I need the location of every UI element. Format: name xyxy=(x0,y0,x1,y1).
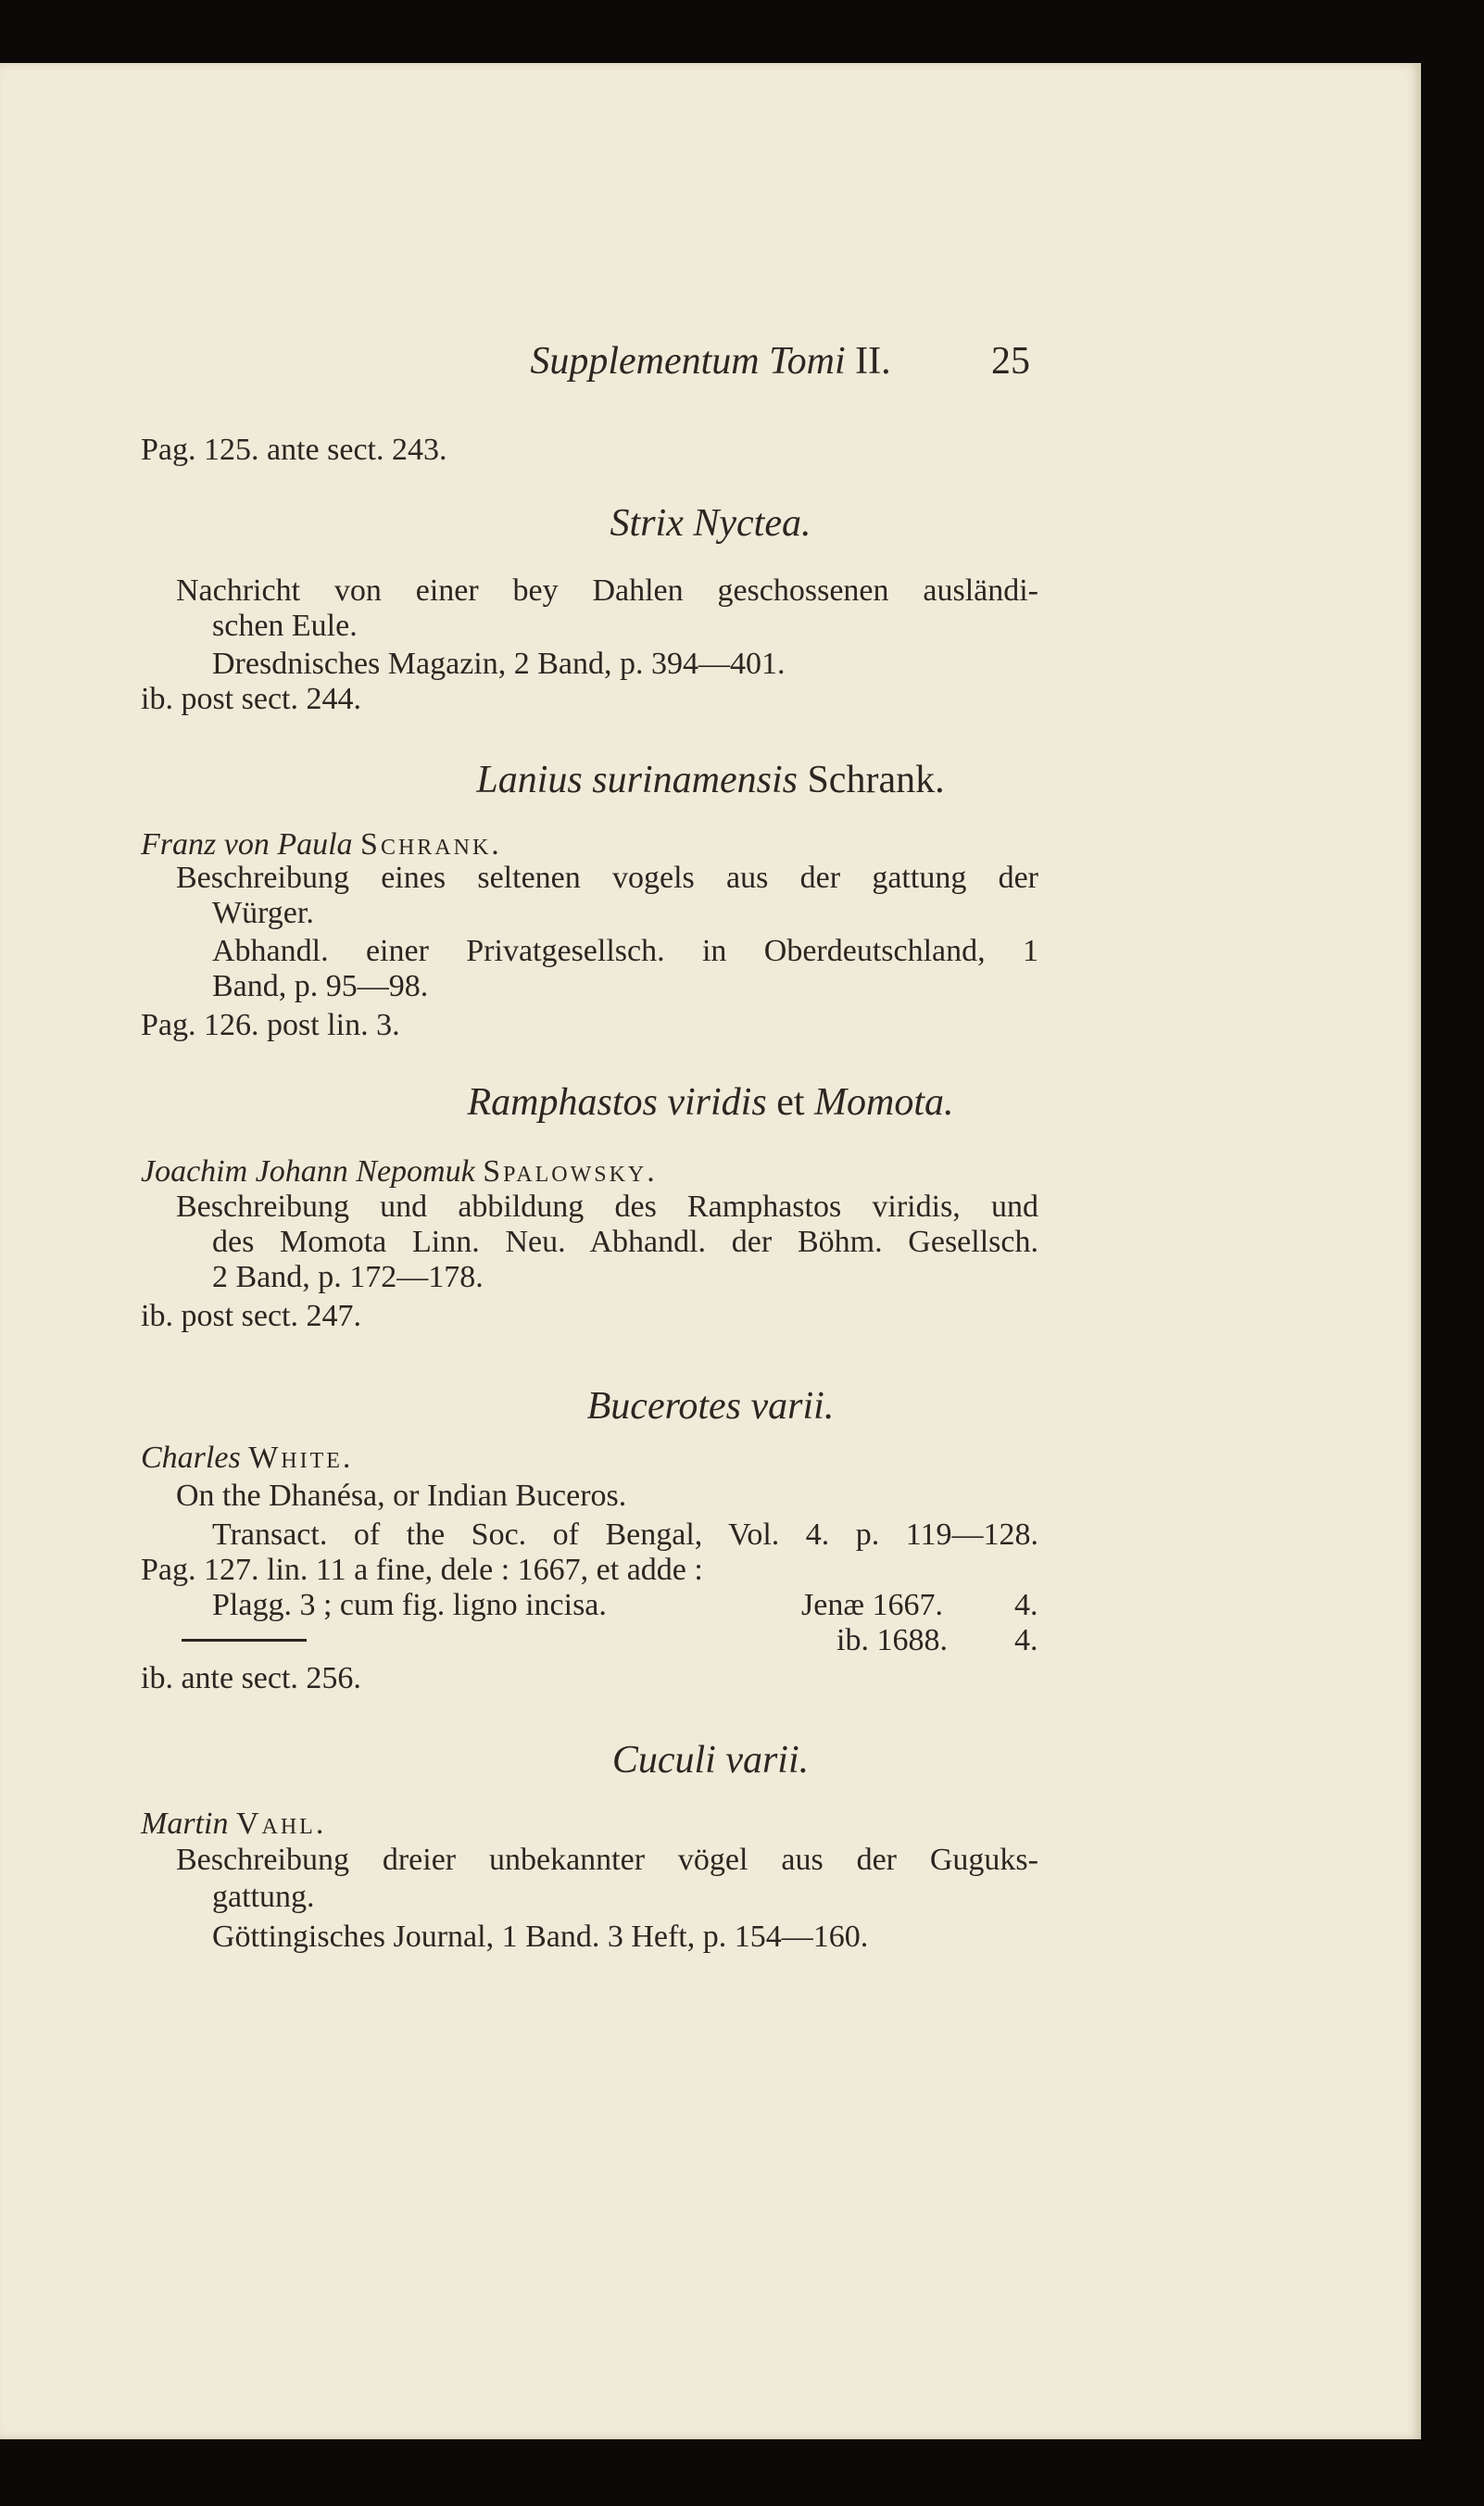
section-heading xyxy=(0,759,1421,801)
author-surname: Vahl. xyxy=(235,1807,327,1841)
entry-line: Transact. of the Soc. of Bengal, Vol. 4. p. 119—128. xyxy=(212,1517,1038,1552)
author xyxy=(141,1153,658,1190)
section-ref: ib. post sect. 244. xyxy=(141,682,361,716)
entry-line: Beschreibung dreier unbekannter vögel aus der Guguks- xyxy=(176,1843,1038,1877)
section-heading xyxy=(0,1081,1421,1124)
entry-line: Nachricht von einer bey Dahlen geschossenen ausländi- xyxy=(176,573,1038,608)
author-surname: White. xyxy=(248,1441,354,1475)
entry-line: Beschreibung eines seltenen vogels aus der gattung der xyxy=(176,861,1038,895)
section-ref: ib. ante sect. 256. xyxy=(141,1661,361,1695)
entry-line: Würger. xyxy=(212,896,314,930)
entry-line: On the Dhanésa, or Indian Buceros. xyxy=(176,1479,627,1513)
edition-format: 4. xyxy=(1014,1623,1038,1657)
entry-line: Beschreibung und abbildung des Ramphastos viridis, und xyxy=(176,1190,1038,1224)
author xyxy=(141,1806,326,1843)
heading-roman: Schrank. xyxy=(807,759,945,801)
edition-format: 4. xyxy=(1014,1588,1038,1622)
entry-line: Plagg. 3 ; cum fig. ligno incisa. xyxy=(212,1588,607,1622)
author-name: Martin xyxy=(141,1807,229,1841)
edition-place-year: ib. 1688. xyxy=(836,1623,948,1657)
author-name: Charles xyxy=(141,1441,241,1475)
author xyxy=(141,826,502,863)
entry-line: Göttingisches Journal, 1 Band. 3 Heft, p. 154—160. xyxy=(212,1920,869,1954)
entry-line: Pag. 127. lin. 11 a fine, dele : 1667, et adde : xyxy=(141,1553,703,1587)
author-surname: Spalowsky. xyxy=(483,1154,658,1189)
entry-line: Abhandl. einer Privatgesellsch. in Oberdeutschland, 1 xyxy=(212,934,1038,968)
heading-italic: Ramphastos viridis xyxy=(467,1081,767,1124)
section-heading: Bucerotes varii. xyxy=(586,1385,835,1428)
entry-line: des Momota Linn. Neu. Abhandl. der Böhm. Gesellsch. xyxy=(212,1225,1038,1259)
author xyxy=(141,1440,353,1477)
section-ref: Pag. 126. post lin. 3. xyxy=(141,1008,400,1042)
section-heading: Strix Nyctea. xyxy=(610,502,811,545)
entry-line: Dresdnisches Magazin, 2 Band, p. 394—401. xyxy=(212,647,786,681)
section-ref: ib. post sect. 247. xyxy=(141,1299,361,1333)
header-volume: II. xyxy=(855,340,891,383)
entry-line: schen Eule. xyxy=(212,609,358,643)
ditto-rule xyxy=(182,1639,307,1642)
entry-line: gattung. xyxy=(212,1880,315,1914)
page-number: 25 xyxy=(991,340,1030,383)
heading-italic: Lanius surinamensis xyxy=(476,759,798,801)
entry-line: Band, p. 95—98. xyxy=(212,969,429,1003)
header-title: Supplementum Tomi xyxy=(530,340,846,383)
section-ref: Pag. 125. ante sect. 243. xyxy=(141,433,447,467)
running-header xyxy=(0,340,1421,383)
author-name: Joachim Johann Nepomuk xyxy=(141,1154,475,1189)
section-heading: Cuculi varii. xyxy=(611,1739,810,1782)
heading-italic: Momota. xyxy=(814,1081,954,1124)
heading-roman: et xyxy=(776,1081,805,1124)
entry-line: 2 Band, p. 172—178. xyxy=(212,1260,484,1294)
author-surname: Schrank. xyxy=(360,827,502,862)
author-name: Franz von Paula xyxy=(141,827,353,862)
edition-place-year: Jenæ 1667. xyxy=(801,1588,943,1622)
